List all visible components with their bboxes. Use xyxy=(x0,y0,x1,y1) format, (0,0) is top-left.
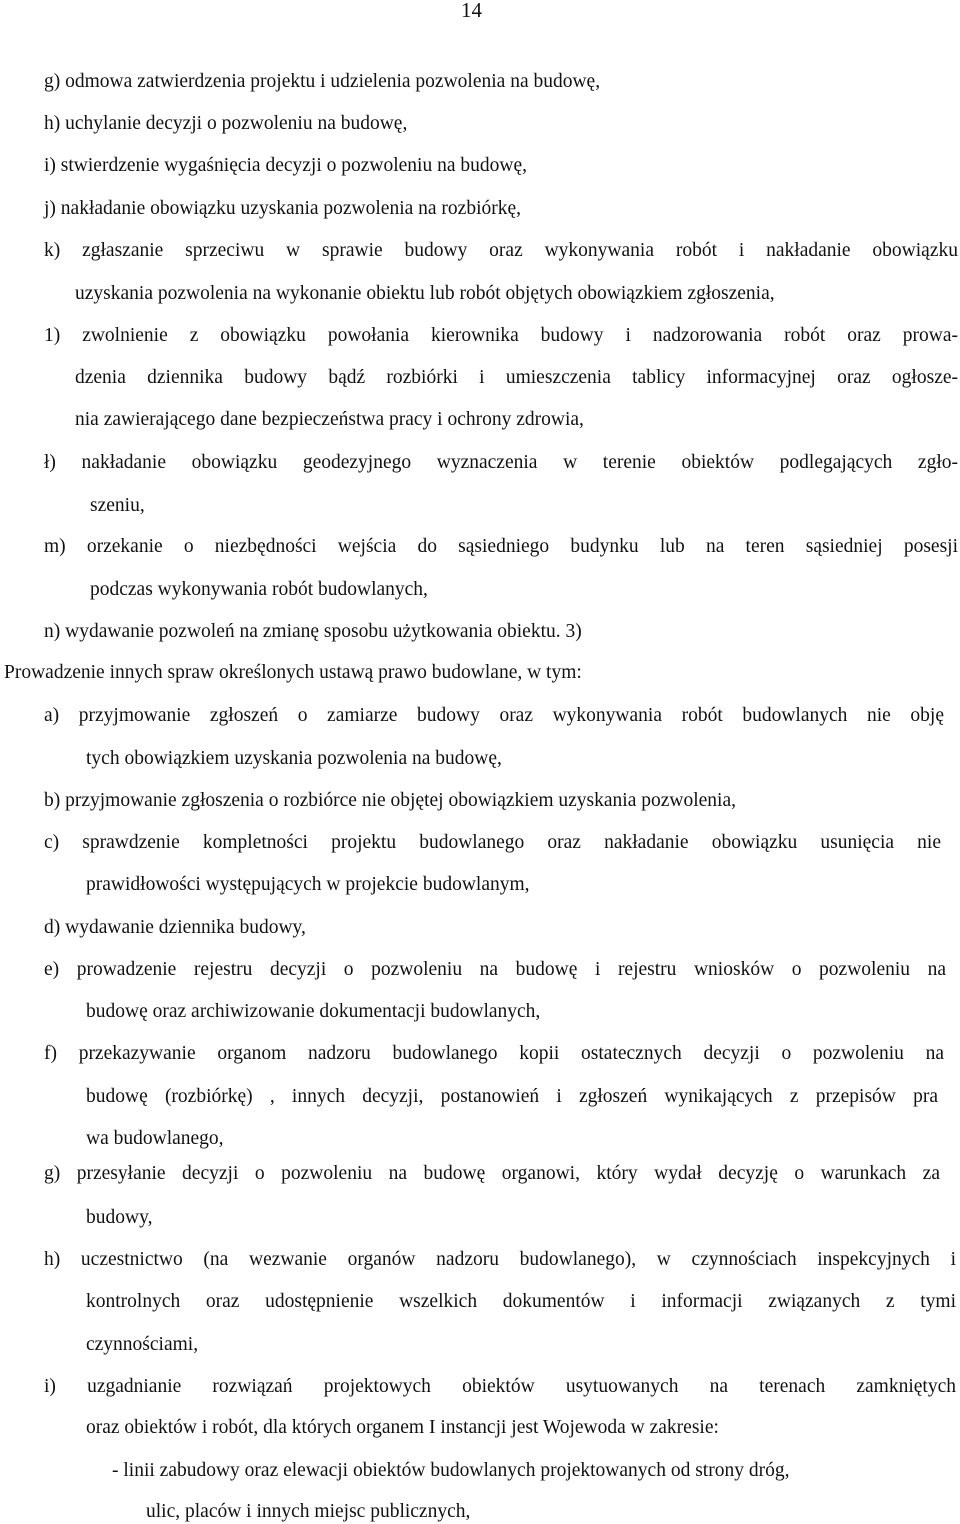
list-item-l-stroke-continued: szeniu, xyxy=(90,495,145,516)
list-item-m-continued: podczas wykonywania robót budowlanych, xyxy=(90,579,428,600)
list-item-j: j) nakładanie obowiązku uzyskania pozwolenia na rozbiórkę, xyxy=(44,198,522,219)
list-item-l: 1) zwolnienie z obowiązku powołania kierownika budowy i nadzorowania robót oraz prowa- xyxy=(44,325,958,346)
sub-item-e: e) prowadzenie rejestru decyzji o pozwoleniu na budowę i rejestru wniosków o pozwoleniu na xyxy=(44,959,946,980)
bullet-item-1: - linii zabudowy oraz elewacji obiektów budowlanych projektowanych od strony dróg, xyxy=(112,1460,790,1481)
list-item-m: m) orzekanie o niezbędności wejścia do sąsiedniego budynku lub na teren sąsiedniej posesji xyxy=(44,536,958,557)
sub-item-c-continued: prawidłowości występujących w projekcie budowlanym, xyxy=(86,874,530,895)
sub-item-f-continued-2: wa budowlanego, xyxy=(86,1128,224,1149)
sub-item-i-continued: oraz obiektów i robót, dla których organem I instancji jest Wojewoda w zakresie: xyxy=(86,1417,719,1438)
sub-item-e-continued: budowę oraz archiwizowanie dokumentacji budowlanych, xyxy=(86,1001,541,1022)
list-item-k: k) zgłaszanie sprzeciwu w sprawie budowy oraz wykonywania robót i nakładanie obowiązku xyxy=(44,240,958,261)
bullet-item-1-continued: ulic, placów i innych miejsc publicznych, xyxy=(146,1501,471,1522)
sub-item-b: b) przyjmowanie zgłoszenia o rozbiórce nie objętej obowiązkiem uzyskania pozwolenia, xyxy=(44,790,736,811)
sub-item-h-continued-2: czynnościami, xyxy=(86,1334,199,1355)
list-item-l-continued-1: dzenia dziennika budowy bądź rozbiórki i umieszczenia tablicy informacyjnej oraz ogłosze- xyxy=(75,367,958,388)
list-item-n: n) wydawanie pozwoleń na zmianę sposobu użytkowania obiektu. 3) xyxy=(44,621,582,642)
list-item-l-stroke: ł) nakładanie obowiązku geodezyjnego wyznaczenia w terenie obiektów podlegających zgło- xyxy=(44,452,958,473)
list-item-g: g) odmowa zatwierdzenia projektu i udzielenia pozwolenia na budowę, xyxy=(44,71,601,92)
sub-item-h: h) uczestnictwo (na wezwanie organów nadzoru budowlanego), w czynnościach inspekcyjnych i xyxy=(44,1249,956,1270)
sub-item-d: d) wydawanie dziennika budowy, xyxy=(44,917,306,938)
sub-item-a: a) przyjmowanie zgłoszeń o zamiarze budowy oraz wykonywania robót budowlanych nie obję xyxy=(44,705,944,726)
sub-item-c: c) sprawdzenie kompletności projektu budowlanego oraz nakładanie obowiązku usunięcia nie xyxy=(44,832,941,853)
section-heading: Prowadzenie innych spraw określonych ustawą prawo budowlane, w tym: xyxy=(4,662,582,683)
sub-item-g: g) przesyłanie decyzji o pozwoleniu na budowę organowi, który wydał decyzję o warunkach za xyxy=(44,1163,940,1184)
sub-item-i: i) uzgadnianie rozwiązań projektowych obiektów usytuowanych na terenach zamkniętych xyxy=(44,1376,956,1397)
list-item-i: i) stwierdzenie wygaśnięcia decyzji o pozwoleniu na budowę, xyxy=(44,155,527,176)
page-number: 14 xyxy=(461,0,482,22)
list-item-k-continued: uzyskania pozwolenia na wykonanie obiektu lub robót objętych obowiązkiem zgłoszenia, xyxy=(75,283,775,304)
sub-item-f-continued-1: budowę (rozbiórkę) , innych decyzji, postanowień i zgłoszeń wynikających z przepisów pra xyxy=(86,1086,938,1107)
sub-item-a-continued: tych obowiązkiem uzyskania pozwolenia na budowę, xyxy=(86,748,502,769)
list-item-l-continued-2: nia zawierającego dane bezpieczeństwa pracy i ochrony zdrowia, xyxy=(75,409,584,430)
sub-item-g-continued: budowy, xyxy=(86,1207,153,1228)
list-item-h: h) uchylanie decyzji o pozwoleniu na budowę, xyxy=(44,113,408,134)
sub-item-f: f) przekazywanie organom nadzoru budowlanego kopii ostatecznych decyzji o pozwoleniu na xyxy=(44,1043,944,1064)
sub-item-h-continued-1: kontrolnych oraz udostępnienie wszelkich dokumentów i informacji związanych z tymi xyxy=(86,1291,956,1312)
